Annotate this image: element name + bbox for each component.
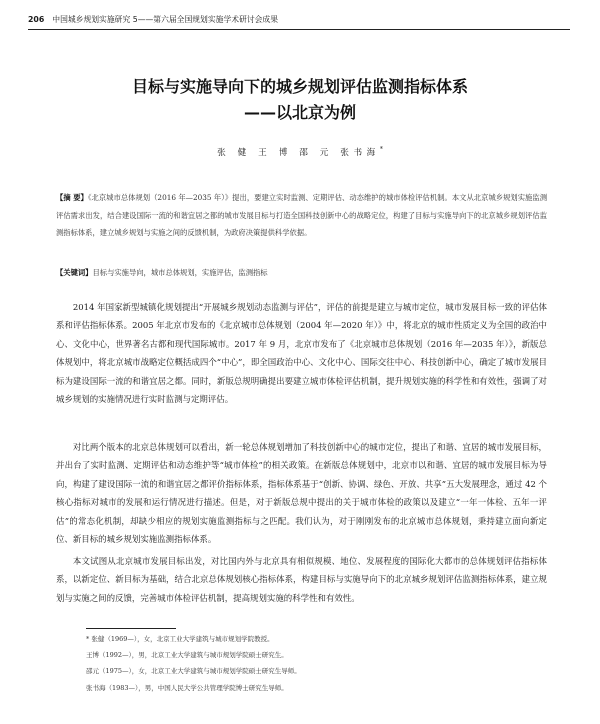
running-head (28, 14, 278, 25)
paragraph: 2014 年国家新型城镇化规划提出“开展城乡规划动态监测与评估”，评估的前提是建立与城市定位，城市发展目标一致的评估体系和评估指标体系。2005 年北京市发布的《北京城市总体规划（2004 年—2020 年）》中，将北京的城市性质定义为全国的政治中心、文化中心，世界著名古都和现代国际城市。2017 年 9 月，北京市发布了《北京城市总体规划（2016 年—2035 年）》，新版总体规划中，将北京城市战略定位概括成四个“中心”，即全国政治中心、文化中心、国际交往中心、科技创新中心，确定了城市发展目标为建设国际一流的和谐宜居之都。同时，新版总规明确提出要建立城市体检评估机制，提升规划实施的科学性和有效性，强调了对城乡规划的实施情况进行实时监测与定期评估。 (56, 302, 547, 405)
keywords-label: 【关键词】 (56, 268, 93, 277)
keywords-text: 目标与实施导向，城市总体规划，实施评估，监测指标 (92, 268, 268, 277)
abstract-text: 《北京城市总体规划（2016 年—2035 年）》提出，要建立实时监测、定期评估、动态维护的城市体检评估机制。本文从北京城乡规划实施监测评估需求出发，结合建设国际一流的和谐宜居之都的城市发展目标与打造全国科技创新中心的战略定位，构建了目标与实施导向下的北京城乡规划评估监测指标体系，建立城乡规划与实施之间的反馈机制，为政府决策提供科学依据。 (56, 193, 547, 238)
footnote-3: 邵元（1975—），女，北京工业大学建筑与城市规划学院硕士研究生导师。 (86, 667, 301, 676)
body-paragraph-1 (56, 298, 547, 408)
author-list (0, 146, 600, 158)
keywords (56, 264, 547, 281)
paragraph: 对比两个版本的北京总体规划可以看出，新一轮总体规划增加了科技创新中心的城市定位，提出了和谐、宜居的城市发展目标，并出台了实时监测、定期评估和动态维护等“城市体检”的相关政策。在新版总体规划中，北京市以和谐、宜居的城市发展目标为导向，构建了建设国际一流的和谐宜居之都评价指标体系，指标体系基于“创新、协调、绿色、开放、共享”五大发展理念，通过 42 个核心指标对城市的发展和运行情况进行描述。但是，对于新版总规中提出的关于城市体检的政策以及建立“一年一体检、五年一评估”的常态化机制，却缺少相应的规划实施监测指标与之匹配。我们认为，对于刚刚发布的北京城市总体规划，秉持建立面向新定位、新目标的城乡规划实施监测指标体系。 (56, 442, 547, 545)
page-number: 206 (28, 15, 45, 24)
abstract-label: 【摘 要】 (56, 193, 88, 202)
footnote-1: * 张健（1969—），女，北京工业大学建筑与城市规划学院教授。 (86, 635, 274, 643)
abstract (56, 189, 547, 242)
running-head-text: 中国城乡规划实施研究 5——第六届全国规划实施学术研讨会成果 (52, 15, 279, 24)
body-paragraph-2 (56, 438, 547, 548)
header-rule (28, 29, 570, 30)
footnotes (86, 631, 556, 696)
title-line-1: 目标与实施导向下的城乡规划评估监测指标体系 (131, 77, 468, 96)
footnote-2: 王博（1992—），男，北京工业大学建筑与城市规划学院硕士研究生。 (86, 651, 288, 660)
paragraph: 本文试图从北京城市发展目标出发，对比国内外与北京具有相似规模、地位、发展程度的国际化大都市的总体规划评估指标体系，以新定位、新目标为基础，结合北京总体规划核心指标体系，构建目标与实施导向下的北京城乡规划评估监测指标体系，建立规划与实施之间的反馈，完善城市体检评估机制，提高规划实施的科学性和有效性。 (56, 556, 547, 603)
footnote-4: 张书海（1983—），男，中国人民大学公共管理学院博士研究生导师。 (86, 683, 288, 692)
author-footnote-mark: * (379, 146, 383, 154)
author-names: 张 健 王 博 邵 元 张书海 (217, 148, 380, 158)
footnote-rule (86, 628, 176, 629)
body-paragraph-3 (56, 552, 547, 607)
title-line-2: ——以北京为例 (243, 103, 356, 122)
